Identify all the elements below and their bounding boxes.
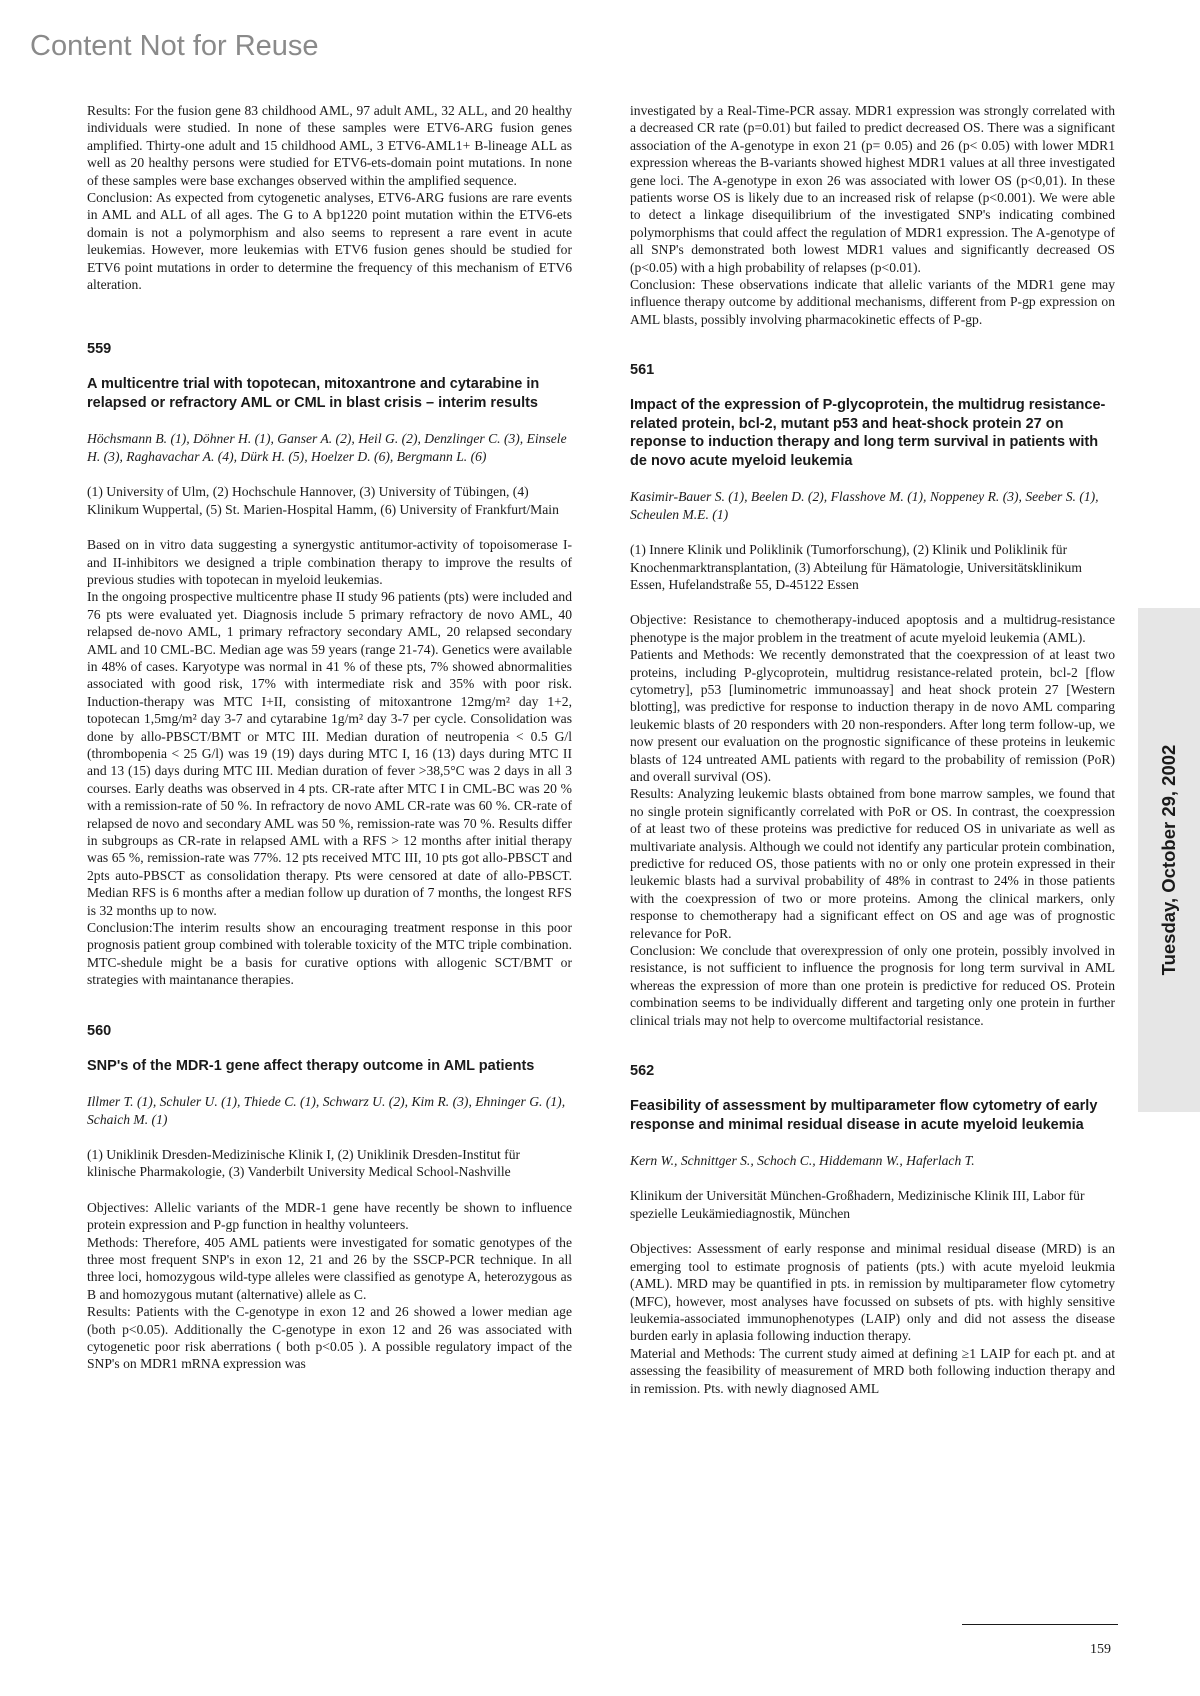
abstract-affiliation: (1) Innere Klinik und Poliklinik (Tumorforschung), (2) Klinik und Poliklinik für Knochenmarktransplantation, (3) Abteilung für Hämatologie, Universitätsklinikum Essen, Hufelandstraße 55, D-45122 Essen bbox=[630, 542, 1082, 592]
footer-rule bbox=[962, 1624, 1118, 1625]
abstract-title: Feasibility of assessment by multiparameter flow cytometry of early response and minimal residual disease in acute myeloid leukemia bbox=[630, 1098, 1098, 1133]
abstract-559 bbox=[87, 341, 572, 988]
abstract-paragraph: In the ongoing prospective multicentre phase II study 96 patients (pts) were included and 76 pts were evaluated yet. Diagnosis include 5 primary refractory de novo AML, 40 relapsed de-novo AML, 1 primary refractory secondary AML, 20 relapsed secondary AML and 10 CML-BC. Median age was 59 years (range 21-74). Genetics were available in 48% of cases. Karyotype was normal in 41 % of these pts, 7% showed abnormalities associated with good risk, 17% with intermediate risk and 35% with poor risk. Induction-therapy was MTC I+II, consisting of mitoxantrone 12mg/m² day 1+2, topotecan 1,5mg/m² day 3-7 and cytarabine 1g/m² day 3-7 per cycle. Consolidation was done by allo-PBSCT/BMT or MTC III. Median duration of neutropenia < 0.5 G/l (thrombopenia < 25 G/l) was 19 (19) days during MTC I, 16 (13) days during MTC II and 13 (15) days during MTC III. Median duration of fever >38,5°C was 2 days in all 3 courses. Early deaths was observed in 4 pts. CR-rate after MTC I in CML-BC was 20 % with a remission-rate of 50 %. In refractory de novo AML CR-rate was 60 %. CR-rate of relapsed de novo and secondary AML was 50 %, remission-rate was 70 %. Results differ in subgroups as CR-rate in relapsed AML with a RFS > 12 months after initial therapy was 65 %, remission-rate was 77%. 12 pts received MTC III, 10 pts got allo-PBSCT and 2pts auto-PBSCT as consolidation therapy. Pts were censored at date of allo-PBSCT. Median RFS is 6 months after a median follow up duration of 7 months, the longest RFS is 32 months up to now. bbox=[87, 589, 572, 918]
right-column bbox=[630, 102, 1115, 1397]
abstract-paragraph: Objective: Resistance to chemotherapy-induced apoptosis and a multidrug-resistance phenotype is the major problem in the treatment of acute myeloid leukemia (AML). bbox=[630, 612, 1115, 645]
abstract-authors: Illmer T. (1), Schuler U. (1), Thiede C. (1), Schwarz U. (2), Kim R. (3), Ehninger G. (1), Schaich M. (1) bbox=[87, 1094, 566, 1127]
abstract-affiliation: Klinikum der Universität München-Großhadern, Medizinische Klinik III, Labor für spezielle Leukämiediagnostik, München bbox=[630, 1188, 1085, 1221]
abstract-title: Impact of the expression of P-glycoprotein, the multidrug resistance-related protein, bcl-2, mutant p53 and heat-shock protein 27 on reponse to induction therapy and long term survival in patients with de novo acute myeloid leukemia bbox=[630, 397, 1106, 469]
abstract-authors: Kern W., Schnittger S., Schoch C., Hiddemann W., Haferlach T. bbox=[630, 1153, 975, 1169]
abstract-number: 561 bbox=[630, 362, 655, 379]
abstract-paragraph: Conclusion:The interim results show an encouraging treatment response in this poor prognosis patient group combined with tolerable toxicity of the MTC triple combination. MTC-shedule might be a basis for curative options with allogenic SCT/BMT or strategies with maintanance therapies. bbox=[87, 920, 572, 988]
abstract-paragraph: Based on in vitro data suggesting a synergystic antitumor-activity of topoisomerase I- and II-inhibitors we designed a triple combination therapy to improve the results of previous studies with topotecan in myeloid leukemias. bbox=[87, 537, 572, 587]
abstract-paragraph: Patients and Methods: We recently demonstrated that the coexpression of at least two proteins, including P-glycoprotein, multidrug resistance-related protein, bcl-2 [flow cytometry], p53 [luminometric immunoassay] and heat shock protein 27 [Western blotting], was predictive for response to induction therapy in de novo AML comparing leukemic blasts of 20 responders with 20 non-responders. After long term follow-up, we now present our evaluation on the prognostic significance of these proteins in leukemic blasts of 124 untreated AML patients with regard to the probability of remission (PoR) and overall survival (OS). bbox=[630, 647, 1115, 784]
abstract-paragraph: Conclusion: We conclude that overexpression of only one protein, possibly involved in resistance, is not sufficient to influence the prognosis for long term survival in AML whereas the expression of more than one protein is predictive for reduced OS. Protein combination seems to be individually different and targeting only one protein in further clinical trials may not help to overcome multifactorial resistance. bbox=[630, 943, 1115, 1028]
continuation-paragraph: Conclusion: As expected from cytogenetic analyses, ETV6-ARG fusions are rare events in AML and ALL of all ages. The G to A bp1220 point mutation within the ETV6-ets domain is not a polymorphism and also seems to represent a rare event in acute leukemias. However, more leukemias with ETV6 fusion genes should be studied for ETV6 point mutations in order to determine the frequency of this mechanism of ETV6 alteration. bbox=[87, 190, 572, 293]
continuation-paragraph: investigated by a Real-Time-PCR assay. MDR1 expression was strongly correlated with a decreased CR rate (p=0.01) but failed to predict decreased OS. There was a significant association of the A-genotype in exon 21 (p= 0.05) and 26 (p< 0.05) with lower MDR1 expression whereas the B-variants showed highest MDR1 values at all three investigated gene loci. The A-genotype in exon 26 was associated with lower OS (p<0,01). In these patients worse OS is likely due to an increased risk of relapse (p<0.001). We were able to detect a linkage disequilibrium of the investigated SNP's indicating combined polymorphisms that could affect the regulation of MDR1 expression. The A-genotype of all SNP's demonstrated both lowest MDR1 values and significantly decreased OS (p<0.05) with a high probability of relapses (p<0.01). bbox=[630, 103, 1115, 275]
abstract-paragraph: Objectives: Allelic variants of the MDR-1 gene have recently be shown to influence protein expression and P-gp function in healthy volunteers. bbox=[87, 1199, 572, 1233]
abstract-paragraph: Material and Methods: The current study aimed at defining ≥1 LAIP for each pt. and at assessing the feasibility of measurement of MRD both following induction therapy and in remission. Pts. with newly diagnosed AML bbox=[630, 1345, 1115, 1396]
abstract-562 bbox=[630, 1063, 1115, 1397]
abstract-affiliation: (1) Uniklinik Dresden-Medizinische Klinik I, (2) Uniklinik Dresden-Institut für klinische Pharmakologie, (3) Vanderbilt University Medical School-Nashville bbox=[87, 1146, 521, 1180]
abstract-paragraph: Objectives: Assessment of early response and minimal residual disease (MRD) is an emerging tool to estimate prognosis of patients (pts.) with acute myeloid leukmia (AML). MRD may be quantified in pts. in remission by multiparameter flow cytometry (MFC), however, most analyses have focussed on subsets of pts. with highly sensitive leukemia-associated immunophenotypes (LAIP) only and did not assess the disease burden early in aplasia following induction therapy. bbox=[630, 1241, 1115, 1344]
page-number: 159 bbox=[1090, 1642, 1111, 1657]
abstract-title: SNP's of the MDR-1 gene affect therapy outcome in AML patients bbox=[87, 1057, 535, 1074]
left-column bbox=[87, 102, 572, 1373]
abstract-number: 562 bbox=[630, 1063, 655, 1080]
abstract-title: A multicentre trial with topotecan, mitoxantrone and cytarabine in relapsed or refractory AML or CML in blast crisis – interim results bbox=[87, 376, 540, 411]
abstract-561 bbox=[630, 362, 1115, 1029]
abstract-authors: Kasimir-Bauer S. (1), Beelen D. (2), Flasshove M. (1), Noppeney R. (3), Seeber S. (1), Scheulen M.E. (1) bbox=[630, 489, 1099, 522]
abstract-number: 560 bbox=[87, 1022, 112, 1039]
abstract-paragraph: Results: Patients with the C-genotype in exon 12 and 26 showed a lower median age (both p<0.05). Additionally the C-genotype in exon 12 and 26 was associated with cytogenetic poor risk aberrations ( both p<0.05 ). A possible regulatory impact of the SNP's on MDR1 mRNA expression was bbox=[87, 1304, 572, 1372]
continuation-paragraph: Conclusion: These observations indicate that allelic variants of the MDR1 gene may influence therapy outcome by additional mechanisms, different from P-gp expression on AML blasts, possibly involving pharmacokinetic effects of P-gp. bbox=[630, 277, 1115, 327]
abstract-560 bbox=[87, 1023, 572, 1373]
abstract-affiliation: (1) University of Ulm, (2) Hochschule Hannover, (3) University of Tübingen, (4) Klinikum Wuppertal, (5) St. Marien-Hospital Hamm, (6) University of Frankfurt/Main bbox=[87, 484, 559, 517]
side-date-label: Tuesday, October 29, 2002 bbox=[1158, 744, 1179, 976]
abstract-authors: Höchsmann B. (1), Döhner H. (1), Ganser A. (2), Heil G. (2), Denzlinger C. (3), Einsele H. (3), Raghavachar A. (4), Dürk H. (5), Hoelzer D. (6), Bergmann L. (6) bbox=[87, 431, 567, 464]
abstract-paragraph: Methods: Therefore, 405 AML patients were investigated for somatic genotypes of the three most frequent SNP's in exon 12, 21 and 26 by the SSCP-PCR technique. In all three loci, homozygous wild-type alleles were classified as genotype A, heterozygous as B and homozygous mutant (alternative) allele as C. bbox=[87, 1234, 572, 1302]
abstract-number: 559 bbox=[87, 341, 112, 358]
abstract-paragraph: Results: Analyzing leukemic blasts obtained from bone marrow samples, we found that no single protein significantly correlated with PoR or OS. In contrast, the coexpression of at least two of these proteins was predictive for reduced OS in univariate as well as multivariate analysis. Although we could not identify any particular protein combination, predictive for reduced OS, those patients with no or only one protein expressed in their leukemic blasts had a survival probability of 48% in contrast to 24% in those patients with the coexpression of two or more proteins. Among the clinical markers, only response to chemotherapy had a significant effect on OS and age was of prognostic relevance for PoR. bbox=[630, 786, 1115, 941]
continuation-paragraph: Results: For the fusion gene 83 childhood AML, 97 adult AML, 32 ALL, and 20 healthy individuals were studied. In none of these samples were ETV6-ARG fusion genes amplified. Thirty-one adult and 15 childhood AML, 3 ETV6-AML1+ B-lineage ALL as well as 20 healthy persons were studied for ETV6-ets-domain point mutations. In none of these samples were base exchanges observed within the amplified sequence. bbox=[87, 103, 572, 188]
watermark: Content Not for Reuse bbox=[30, 30, 319, 62]
